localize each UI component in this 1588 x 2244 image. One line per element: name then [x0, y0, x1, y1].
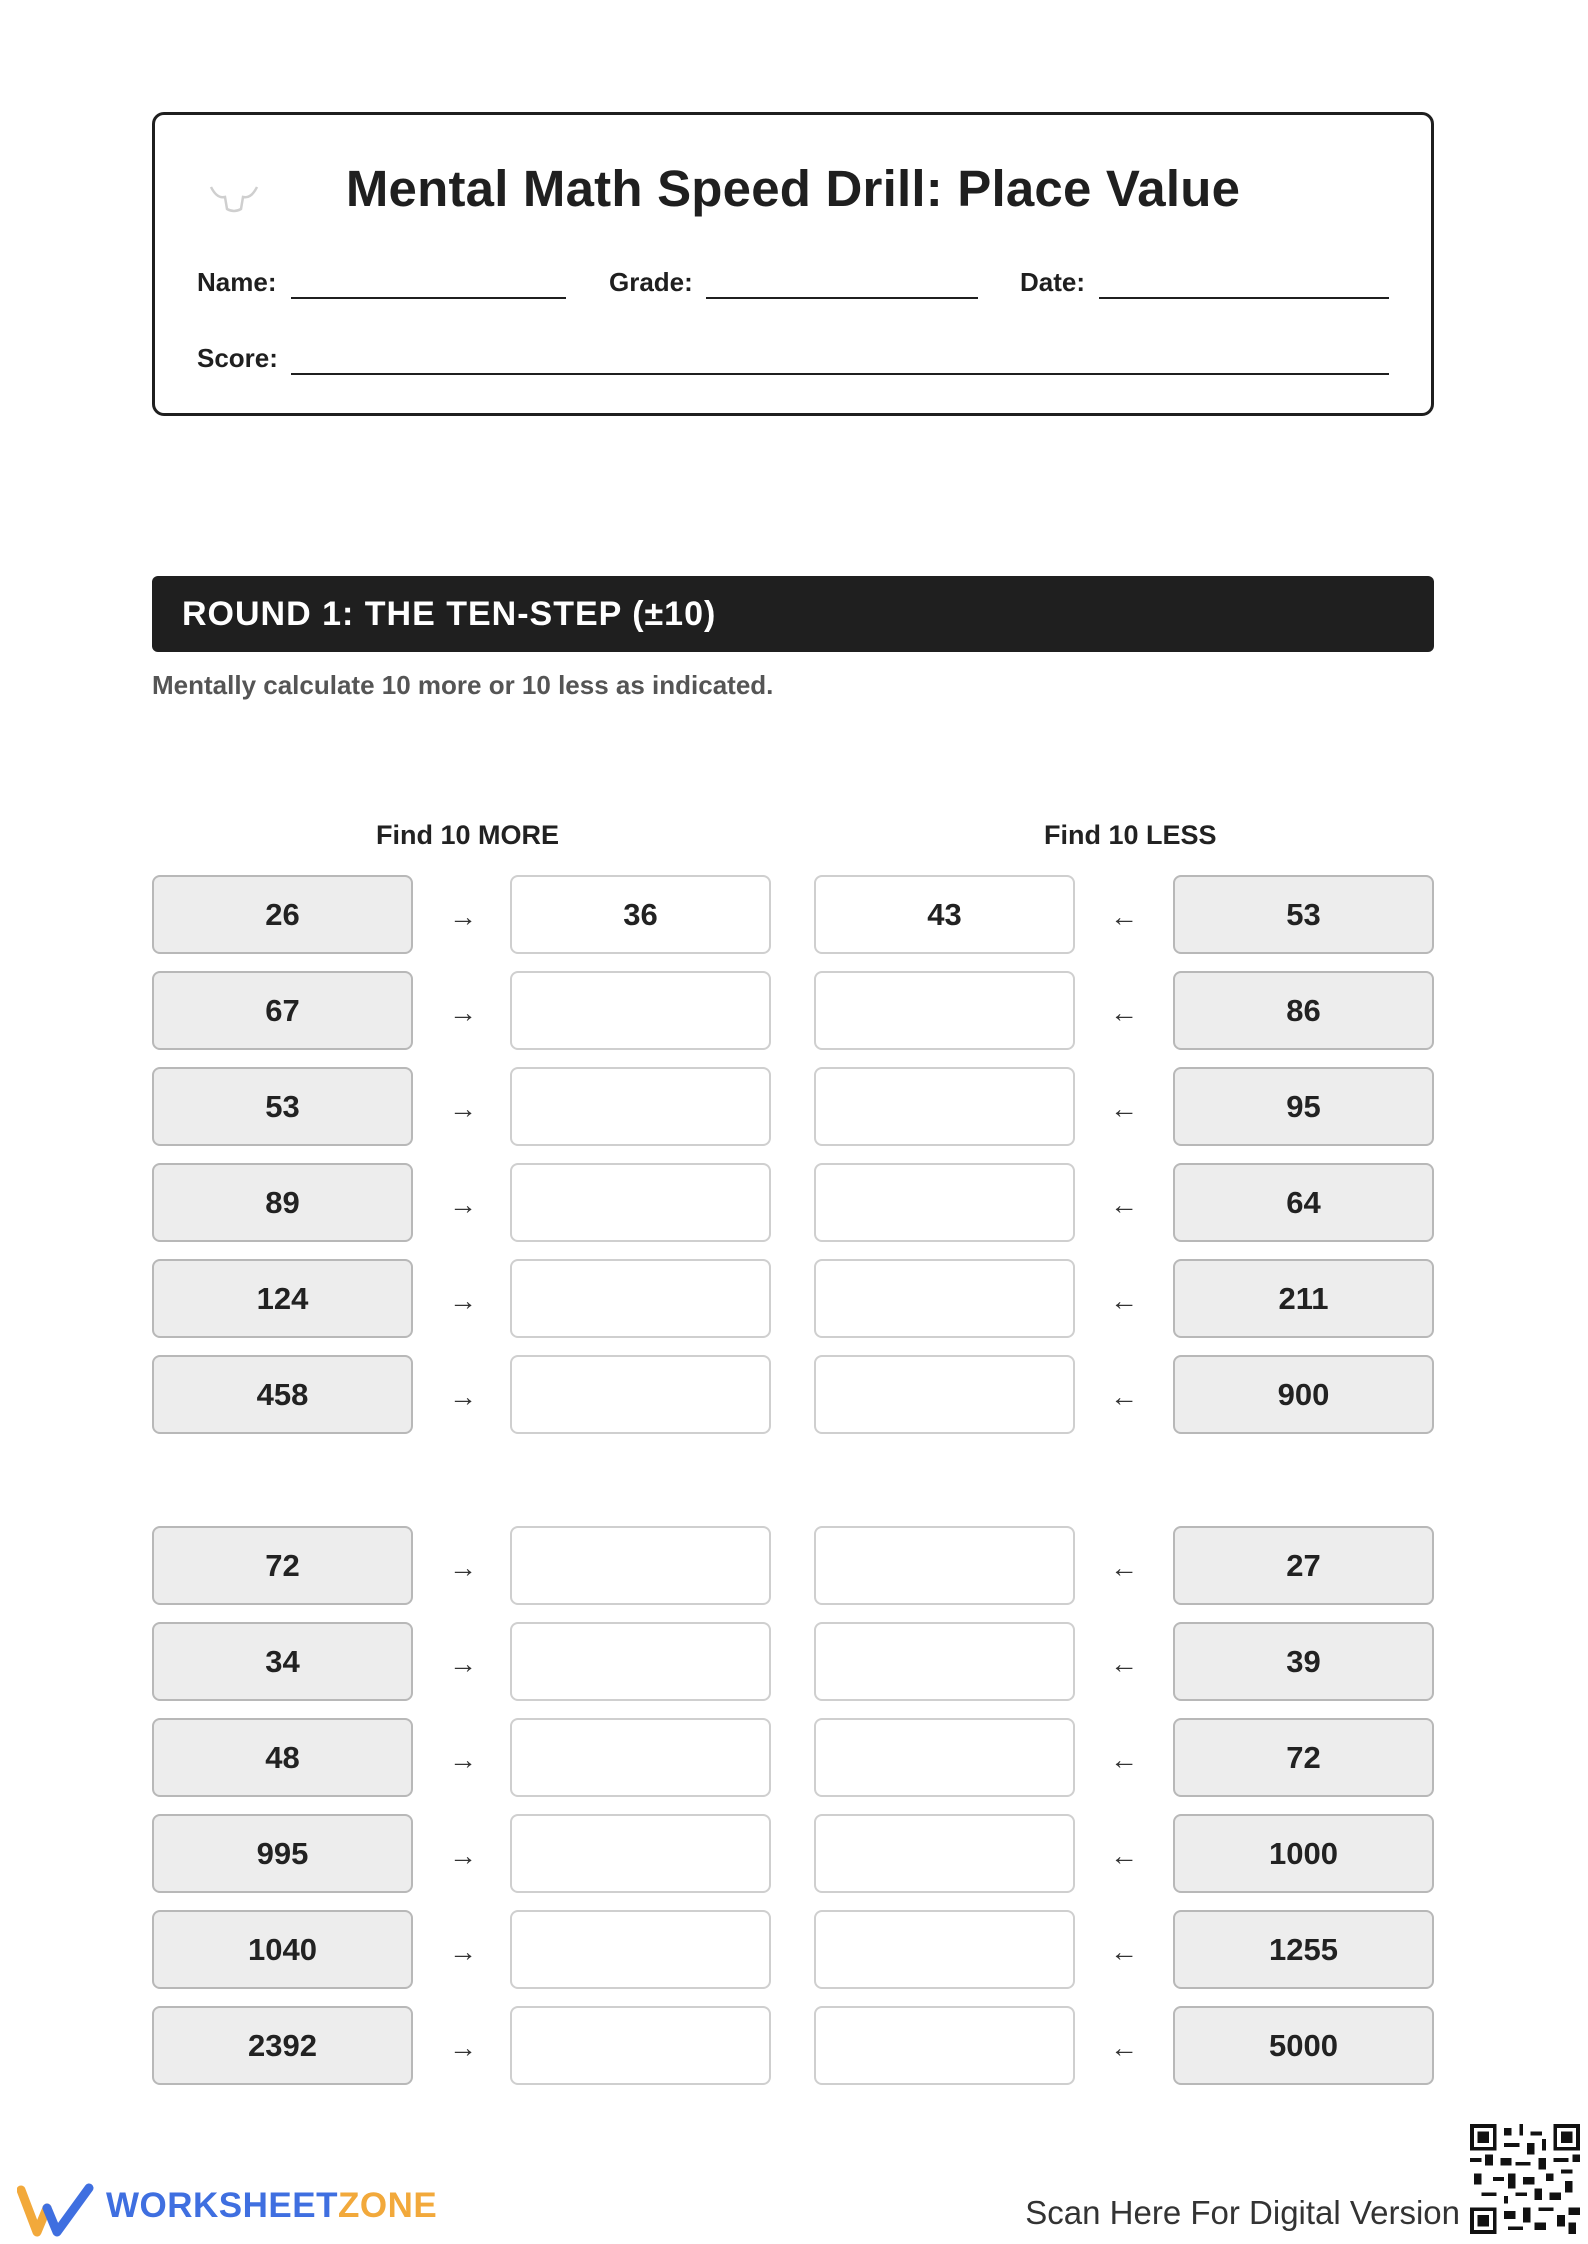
right-arrow-icon: →	[449, 1648, 477, 1679]
header-card	[152, 112, 1434, 416]
left-arrow-icon: ←	[1110, 1189, 1138, 1220]
less-answer-box[interactable]	[814, 1910, 1075, 1989]
more-given-number: 2392	[152, 2006, 413, 2085]
more-answer-box[interactable]	[510, 971, 771, 1050]
more-given-number: 72	[152, 1526, 413, 1605]
section-title-bar	[152, 576, 1434, 652]
less-answer-box[interactable]	[814, 1622, 1075, 1701]
right-arrow-icon: →	[449, 1381, 477, 1412]
less-answer-box[interactable]	[814, 1814, 1075, 1893]
more-answer-box[interactable]	[510, 1814, 771, 1893]
right-arrow-icon: →	[449, 1936, 477, 1967]
more-answer-box[interactable]	[510, 1067, 771, 1146]
less-given-number: 5000	[1173, 2006, 1434, 2085]
left-arrow-icon: ←	[1110, 1936, 1138, 1967]
instructions-text: Mentally calculate 10 more or 10 less as indicated.	[152, 670, 774, 700]
left-arrow-icon: ←	[1110, 1093, 1138, 1124]
brand-part-2: ZONE	[338, 2186, 438, 2225]
less-given-number: 53	[1173, 875, 1434, 954]
more-given-number: 1040	[152, 1910, 413, 1989]
left-arrow-icon: ←	[1110, 1648, 1138, 1679]
left-arrow-icon: ←	[1110, 997, 1138, 1028]
find-less-heading: Find 10 LESS	[1044, 820, 1217, 850]
find-more-heading: Find 10 MORE	[376, 820, 560, 850]
more-answer-box[interactable]: 36	[510, 875, 771, 954]
less-answer-box[interactable]: 43	[814, 875, 1075, 954]
less-given-number: 86	[1173, 971, 1434, 1050]
qr-code-icon[interactable]	[1470, 2124, 1580, 2234]
more-answer-box[interactable]	[510, 1259, 771, 1338]
name-line	[291, 297, 566, 299]
grade-label: Grade:	[609, 267, 693, 297]
more-given-number: 67	[152, 971, 413, 1050]
less-given-number: 72	[1173, 1718, 1434, 1797]
more-given-number: 26	[152, 875, 413, 954]
right-arrow-icon: →	[449, 1744, 477, 1775]
less-answer-box[interactable]	[814, 1526, 1075, 1605]
more-answer-box[interactable]	[510, 1526, 771, 1605]
left-arrow-icon: ←	[1110, 1552, 1138, 1583]
less-answer-box[interactable]	[814, 2006, 1075, 2085]
right-arrow-icon: →	[449, 901, 477, 932]
date-label: Date:	[1020, 267, 1086, 297]
right-arrow-icon: →	[449, 1093, 477, 1124]
left-arrow-icon: ←	[1110, 1744, 1138, 1775]
less-given-number: 64	[1173, 1163, 1434, 1242]
more-given-number: 89	[152, 1163, 413, 1242]
more-given-number: 124	[152, 1259, 413, 1338]
left-arrow-icon: ←	[1110, 2032, 1138, 2063]
less-given-number: 211	[1173, 1259, 1434, 1338]
more-answer-box[interactable]	[510, 2006, 771, 2085]
more-answer-box[interactable]	[510, 1718, 771, 1797]
more-given-number: 48	[152, 1718, 413, 1797]
score-line	[291, 373, 1389, 375]
right-arrow-icon: →	[449, 1285, 477, 1316]
less-given-number: 95	[1173, 1067, 1434, 1146]
footer-brand	[106, 2186, 437, 2226]
less-answer-box[interactable]	[814, 1718, 1075, 1797]
more-answer-box[interactable]	[510, 1163, 771, 1242]
worksheetzone-logo-icon	[17, 2180, 95, 2238]
more-answer-box[interactable]	[510, 1910, 771, 1989]
brand-part-1: WORKSHEET	[106, 2186, 338, 2225]
right-arrow-icon: →	[449, 1840, 477, 1871]
grade-line	[706, 297, 978, 299]
left-arrow-icon: ←	[1110, 1285, 1138, 1316]
less-answer-box[interactable]	[814, 1259, 1075, 1338]
more-answer-box[interactable]	[510, 1355, 771, 1434]
page-title: Mental Math Speed Drill: Place Value	[345, 160, 1241, 217]
less-given-number: 27	[1173, 1526, 1434, 1605]
less-given-number: 1000	[1173, 1814, 1434, 1893]
less-given-number: 39	[1173, 1622, 1434, 1701]
right-arrow-icon: →	[449, 1552, 477, 1583]
right-arrow-icon: →	[449, 1189, 477, 1220]
name-label: Name:	[197, 267, 277, 297]
more-given-number: 53	[152, 1067, 413, 1146]
less-answer-box[interactable]	[814, 1067, 1075, 1146]
left-arrow-icon: ←	[1110, 1840, 1138, 1871]
more-given-number: 995	[152, 1814, 413, 1893]
less-given-number: 1255	[1173, 1910, 1434, 1989]
less-given-number: 900	[1173, 1355, 1434, 1434]
right-arrow-icon: →	[449, 997, 477, 1028]
scan-text: Scan Here For Digital Version	[1025, 2194, 1460, 2231]
left-arrow-icon: ←	[1110, 1381, 1138, 1412]
less-answer-box[interactable]	[814, 1355, 1075, 1434]
date-line	[1099, 297, 1389, 299]
left-arrow-icon: ←	[1110, 901, 1138, 932]
less-answer-box[interactable]	[814, 1163, 1075, 1242]
less-answer-box[interactable]	[814, 971, 1075, 1050]
right-arrow-icon: →	[449, 2032, 477, 2063]
more-given-number: 34	[152, 1622, 413, 1701]
section-title: ROUND 1: THE TEN-STEP (±10)	[182, 594, 717, 633]
more-answer-box[interactable]	[510, 1622, 771, 1701]
more-given-number: 458	[152, 1355, 413, 1434]
score-label: Score:	[197, 343, 278, 373]
